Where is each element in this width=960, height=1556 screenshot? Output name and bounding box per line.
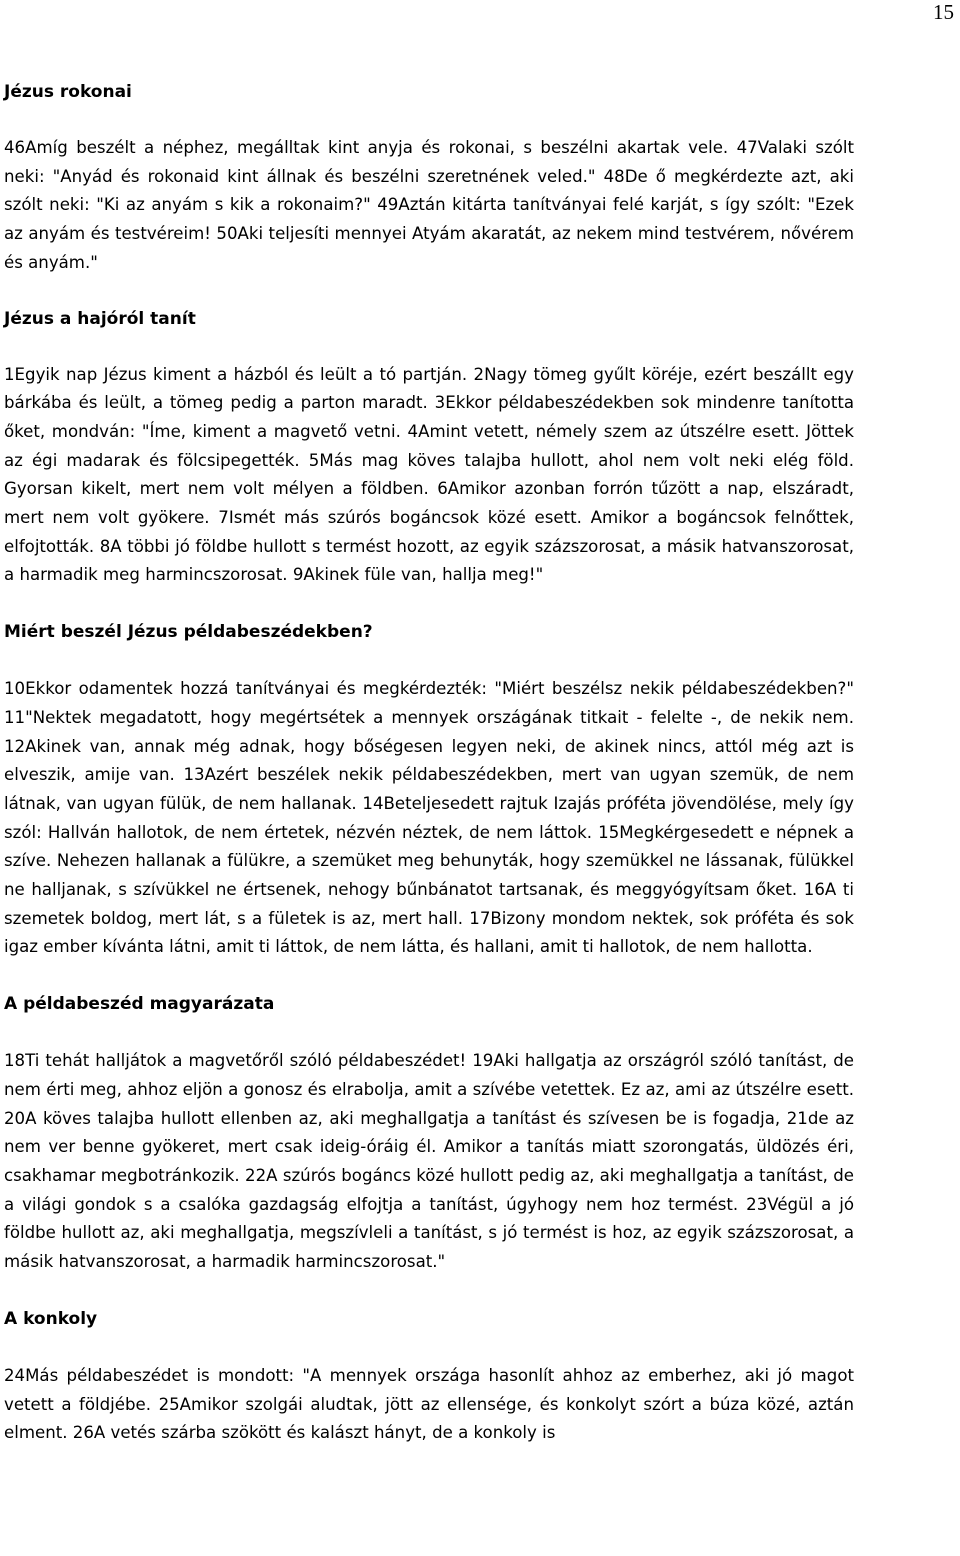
section-title-jezus-a-hajorol-tanit: Jézus a hajóról tanít (4, 308, 196, 329)
section-text-miert-beszel-jezus-peldabeszedekben: 10Ekkor odamentek hozzá tanítványai és megkérdezték: "Miért beszélsz nekik példabeszédekben?" 11"Nektek megadatott, hogy megértsétek a mennyek országának titkait - felelte -, de nekik nem. 12Akinek van, annak még adnak, hogy bőségesen legyen neki, de akinek nincs, attól még azt is elveszik, amije van. 13Azért beszélek nekik példabeszédekben, mert van ugyan szemük, de nem látnak, van ugyan fülük, de nem hallanak. 14Beteljesedett rajtuk Izajás próféta jövendölése, mely így szól: Hallván hallotok, de nem értetek, nézvén néztek, de nem láttok. 15Megkérgesedett e népnek a szíve. Nehezen hallanak a fülükre, a szemüket meg behunyták, hogy szemükkel ne lássanak, fülükkel ne halljanak, s szívükkel ne értsenek, nehogy bűnbánatot tartsanak, és meggyógyítsam őket. 16A ti szemetek boldog, mert lát, s a fületek is az, mert hall. 17Bizony mondom nektek, sok próféta és sok igaz ember kívánta látni, amit ti láttok, de nem látta, és hallani, amit ti hallotok, de nem hallotta. (4, 679, 854, 957)
section-text-a-peldabeszed-magyarazata: 18Ti tehát halljátok a magvetőről szóló példabeszédet! 19Aki hallgatja az országról szóló tanítást, de nem érti meg, ahhoz eljön a gonosz és elrabolja, amit a szívébe vetettek. Ez az, ami az útszélre esett. 20A köves talajba hullott ellenben az, aki meghallgatja a tanítást és szívesen be is fogadja, 21de az nem ver benne gyökeret, mert csak ideig-óráig él. Amikor a tanítás miatt szorongatás, üldözés éri, csakhamar megbotránkozik. 22A szúrós bogáncs közé hullott pedig az, aki meghallgatja a tanítást, de a világi gondok s a csalóka gazdagság elfojtja a tanítást, úgyhogy nem hoz termést. 23Végül a jó földbe hullott az, aki meghallgatja, megszívleli a tanítást, s jó termést is hoz, az egyik százszorosat, a másik hatvanszorosat, a harmadik harmincszorosat." (4, 1051, 854, 1272)
page-number: 15 (933, 0, 954, 24)
section-title-jezus-rokonai: Jézus rokonai (4, 82, 132, 102)
section-text-jezus-rokonai: 46Amíg beszélt a néphez, megálltak kint anyja és rokonai, s beszélni akartak vele. 47Valaki szólt neki: "Anyád és rokonaid kint állnak és beszélni szeretnének veled." 48De ő megkérdezte azt, aki szólt neki: "Ki az anyám s kik a rokonaim?" 49Aztán kitárta tanítványai felé karját, s így szólt: "Ezek az anyám és testvéreim! 50Aki teljesíti mennyei Atyám akaratát, az nekem mind testvérem, nővérem és anyám." (4, 138, 854, 272)
section-title-a-peldabeszed-magyarazata: A példabeszéd magyarázata (4, 994, 275, 1015)
document-body (4, 78, 854, 1448)
section-text-jezus-a-hajorol-tanit: 1Egyik nap Jézus kiment a házból és leült a tó partján. 2Nagy tömeg gyűlt köréje, ezért beszállt egy bárkába és leült, a tömeg pedig a parton maradt. 3Ekkor példabeszédekben sok mindenre tanította őket, mondván: "Íme, kiment a magvető vetni. 4Amint vetett, némely szem az útszélre esett. Jöttek az égi madarak és fölcsipegették. 5Más mag köves talajba hullott, ahol nem volt neki elég föld. Gyorsan kikelt, mert nem volt mélyen a földben. 6Amikor azonban forrón tűzött a nap, elszáradt, mert nem volt gyökere. 7Ismét más szúrós bogáncsok közé esett. Amikor a bogáncsok felnőttek, elfojtották. 8A többi jó földbe hullott s termést hozott, az egyik százszorosat, a másik hatvanszorosat, a harmadik meg harmincszorosat. 9Akinek füle van, hallja meg!" (4, 364, 854, 585)
section-title-a-konkoly: A konkoly (4, 1308, 98, 1329)
section-text-a-konkoly: 24Más példabeszédet is mondott: "A mennyek országa hasonlít ahhoz az emberhez, aki jó magot vetett a földjébe. 25Amikor szolgái aludtak, jött az ellensége, és konkolyt szórt a búza közé, aztán elment. 26A vetés szárba szökött és kalászt hányt, de a konkoly is (4, 1365, 854, 1443)
section-title-miert-beszel-jezus-peldabeszedekben: Miért beszél Jézus példabeszédekben? (4, 622, 373, 643)
